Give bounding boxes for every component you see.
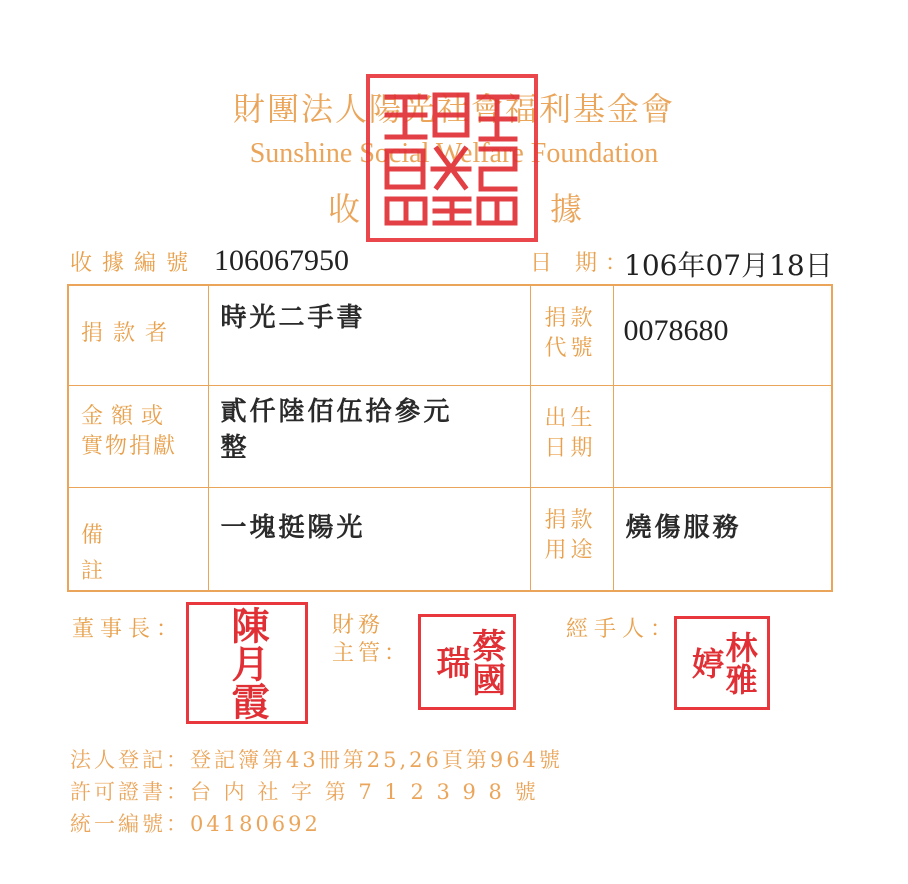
amount-label-line2: 實物捐獻	[81, 433, 178, 459]
foundation-seal-pattern-icon	[377, 85, 527, 231]
birth-label	[530, 385, 613, 487]
note-label: 備 註	[68, 487, 208, 591]
handler-label: 經手人：	[566, 617, 679, 642]
amount-label	[68, 385, 208, 487]
table-row	[68, 285, 832, 385]
receipt-no-value: 106067950	[214, 244, 349, 277]
receipt-title-left: 收	[328, 190, 361, 228]
birth-value	[613, 385, 832, 487]
amount-value-line1: 貳仟陸佰伍拾參元	[220, 396, 453, 427]
table-row	[68, 385, 832, 487]
chairman-seal-icon	[186, 602, 308, 724]
chairman-seal-text: 陳月霞	[224, 606, 270, 720]
donor-code-label	[530, 285, 613, 385]
purpose-value: 燒傷服務	[613, 487, 832, 591]
donor-label: 捐款者	[68, 285, 208, 385]
note-value: 一塊挺陽光	[208, 487, 530, 591]
table-row	[68, 487, 832, 591]
donor-value: 時光二手書	[208, 285, 530, 385]
org-name-zh: 財團法人陽光社會福利基金會	[232, 90, 675, 128]
donor-code-value: 0078680	[613, 285, 832, 385]
receipt-title-right: 據	[550, 190, 583, 228]
receipt-table	[67, 284, 833, 592]
amount-label-line1: 金額或	[81, 403, 172, 429]
finance-label-line2: 主管：	[332, 641, 411, 666]
footer-tax-id: 統一編號：04180692	[70, 812, 321, 836]
foundation-seal-icon	[366, 74, 538, 242]
footer-registration: 法人登記：登記簿第43冊第25,26頁第964號	[70, 748, 563, 772]
amount-value	[208, 385, 530, 487]
donor-code-label-line2: 代號	[544, 336, 597, 361]
purpose-label-line1: 捐款	[544, 507, 597, 533]
date-label: 日 期：	[530, 251, 635, 276]
birth-label-line1: 出生	[544, 405, 597, 431]
purpose-label-line2: 用途	[544, 537, 597, 563]
amount-value-line2: 整	[220, 432, 250, 463]
chairman-label: 董事長：	[72, 617, 185, 642]
finance-seal-icon	[418, 614, 516, 710]
org-name-en: Sunshine Social Welfare Foundation	[249, 138, 659, 169]
finance-seal-text: 蔡國瑞	[430, 628, 506, 696]
finance-label	[332, 612, 410, 668]
finance-label-line1: 財務	[332, 613, 385, 638]
purpose-label	[530, 487, 613, 591]
footer-permit: 許可證書：台 内 社 字 第 7 1 2 3 9 8 號	[70, 780, 539, 804]
receipt-no-label: 收據編號	[70, 251, 199, 276]
date-value: 106年07月18日	[624, 249, 833, 282]
handler-seal-text: 林雅婷	[687, 631, 759, 695]
handler-seal-icon	[674, 616, 770, 710]
donor-code-label-line1: 捐款	[544, 306, 597, 331]
birth-label-line2: 日期	[544, 435, 597, 461]
